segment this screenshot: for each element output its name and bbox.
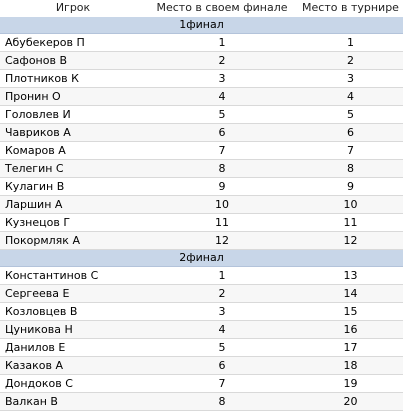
tournament-place-cell: 1 — [298, 34, 403, 52]
tournament-place-cell: 16 — [298, 321, 403, 339]
tournament-place-cell: 6 — [298, 124, 403, 142]
table-row[interactable] — [0, 160, 403, 178]
player-name-cell: Плотников К — [0, 70, 146, 88]
group-title: 1финал — [0, 17, 403, 34]
player-name-cell: Козловцев В — [0, 303, 146, 321]
tournament-place-cell: 5 — [298, 106, 403, 124]
column-header-tournament-place[interactable]: Место в турнире — [298, 0, 403, 17]
final-place-cell: 4 — [146, 88, 298, 106]
final-place-cell: 12 — [146, 232, 298, 250]
final-place-cell: 5 — [146, 339, 298, 357]
player-name-cell: Кузнецов Г — [0, 214, 146, 232]
table-row[interactable] — [0, 303, 403, 321]
final-place-cell: 1 — [146, 34, 298, 52]
tournament-place-cell: 7 — [298, 142, 403, 160]
player-name-cell: Пронин О — [0, 88, 146, 106]
tournament-place-cell: 4 — [298, 88, 403, 106]
player-name-cell: Головлев И — [0, 106, 146, 124]
final-place-cell: 4 — [146, 321, 298, 339]
player-name-cell: Покормляк А — [0, 232, 146, 250]
final-place-cell: 8 — [146, 160, 298, 178]
table-row[interactable] — [0, 52, 403, 70]
table-row[interactable] — [0, 357, 403, 375]
tournament-place-cell: 17 — [298, 339, 403, 357]
player-name-cell: Константинов С — [0, 267, 146, 285]
column-header-player[interactable]: Игрок — [0, 0, 146, 17]
tournament-place-cell: 15 — [298, 303, 403, 321]
table-row[interactable] — [0, 393, 403, 411]
table-row[interactable] — [0, 321, 403, 339]
final-place-cell: 3 — [146, 303, 298, 321]
final-place-cell: 2 — [146, 285, 298, 303]
player-name-cell: Казаков А — [0, 357, 146, 375]
table-row[interactable] — [0, 339, 403, 357]
column-header-final-place[interactable]: Место в своем финале — [146, 0, 298, 17]
final-place-cell: 6 — [146, 357, 298, 375]
player-name-cell: Кулагин В — [0, 178, 146, 196]
final-place-cell: 3 — [146, 70, 298, 88]
table-row[interactable] — [0, 214, 403, 232]
tournament-place-cell: 9 — [298, 178, 403, 196]
table-row[interactable] — [0, 375, 403, 393]
player-name-cell: Сергеева Е — [0, 285, 146, 303]
table-header — [0, 0, 403, 17]
tournament-place-cell: 11 — [298, 214, 403, 232]
table-row[interactable] — [0, 70, 403, 88]
final-place-cell: 7 — [146, 375, 298, 393]
tournament-place-cell: 12 — [298, 232, 403, 250]
table-row[interactable] — [0, 88, 403, 106]
table-row[interactable] — [0, 196, 403, 214]
final-place-cell: 1 — [146, 267, 298, 285]
tournament-place-cell: 19 — [298, 375, 403, 393]
group-header-row — [0, 250, 403, 267]
tournament-place-cell: 2 — [298, 52, 403, 70]
final-place-cell: 2 — [146, 52, 298, 70]
player-name-cell: Цуникова Н — [0, 321, 146, 339]
final-place-cell: 7 — [146, 142, 298, 160]
tournament-place-cell: 20 — [298, 393, 403, 411]
player-name-cell: Абубекеров П — [0, 34, 146, 52]
table-row[interactable] — [0, 232, 403, 250]
group-title: 2финал — [0, 250, 403, 267]
tournament-place-cell: 14 — [298, 285, 403, 303]
player-name-cell: Комаров А — [0, 142, 146, 160]
table-body — [0, 17, 403, 411]
final-place-cell: 6 — [146, 124, 298, 142]
table-row[interactable] — [0, 106, 403, 124]
table-row[interactable] — [0, 178, 403, 196]
table-row[interactable] — [0, 267, 403, 285]
table-row[interactable] — [0, 124, 403, 142]
player-name-cell: Ларшин А — [0, 196, 146, 214]
tournament-place-cell: 8 — [298, 160, 403, 178]
table-row[interactable] — [0, 285, 403, 303]
tournament-place-cell: 13 — [298, 267, 403, 285]
final-place-cell: 10 — [146, 196, 298, 214]
final-place-cell: 9 — [146, 178, 298, 196]
player-name-cell: Дондоков С — [0, 375, 146, 393]
final-place-cell: 5 — [146, 106, 298, 124]
tournament-place-cell: 18 — [298, 357, 403, 375]
table-row[interactable] — [0, 142, 403, 160]
final-place-cell: 8 — [146, 393, 298, 411]
player-name-cell: Телегин С — [0, 160, 146, 178]
tournament-place-cell: 3 — [298, 70, 403, 88]
table-row[interactable] — [0, 34, 403, 52]
final-place-cell: 11 — [146, 214, 298, 232]
tournament-place-cell: 10 — [298, 196, 403, 214]
player-name-cell: Валкан В — [0, 393, 146, 411]
player-name-cell: Данилов Е — [0, 339, 146, 357]
group-header-row — [0, 17, 403, 34]
player-name-cell: Чавриков А — [0, 124, 146, 142]
player-name-cell: Сафонов В — [0, 52, 146, 70]
